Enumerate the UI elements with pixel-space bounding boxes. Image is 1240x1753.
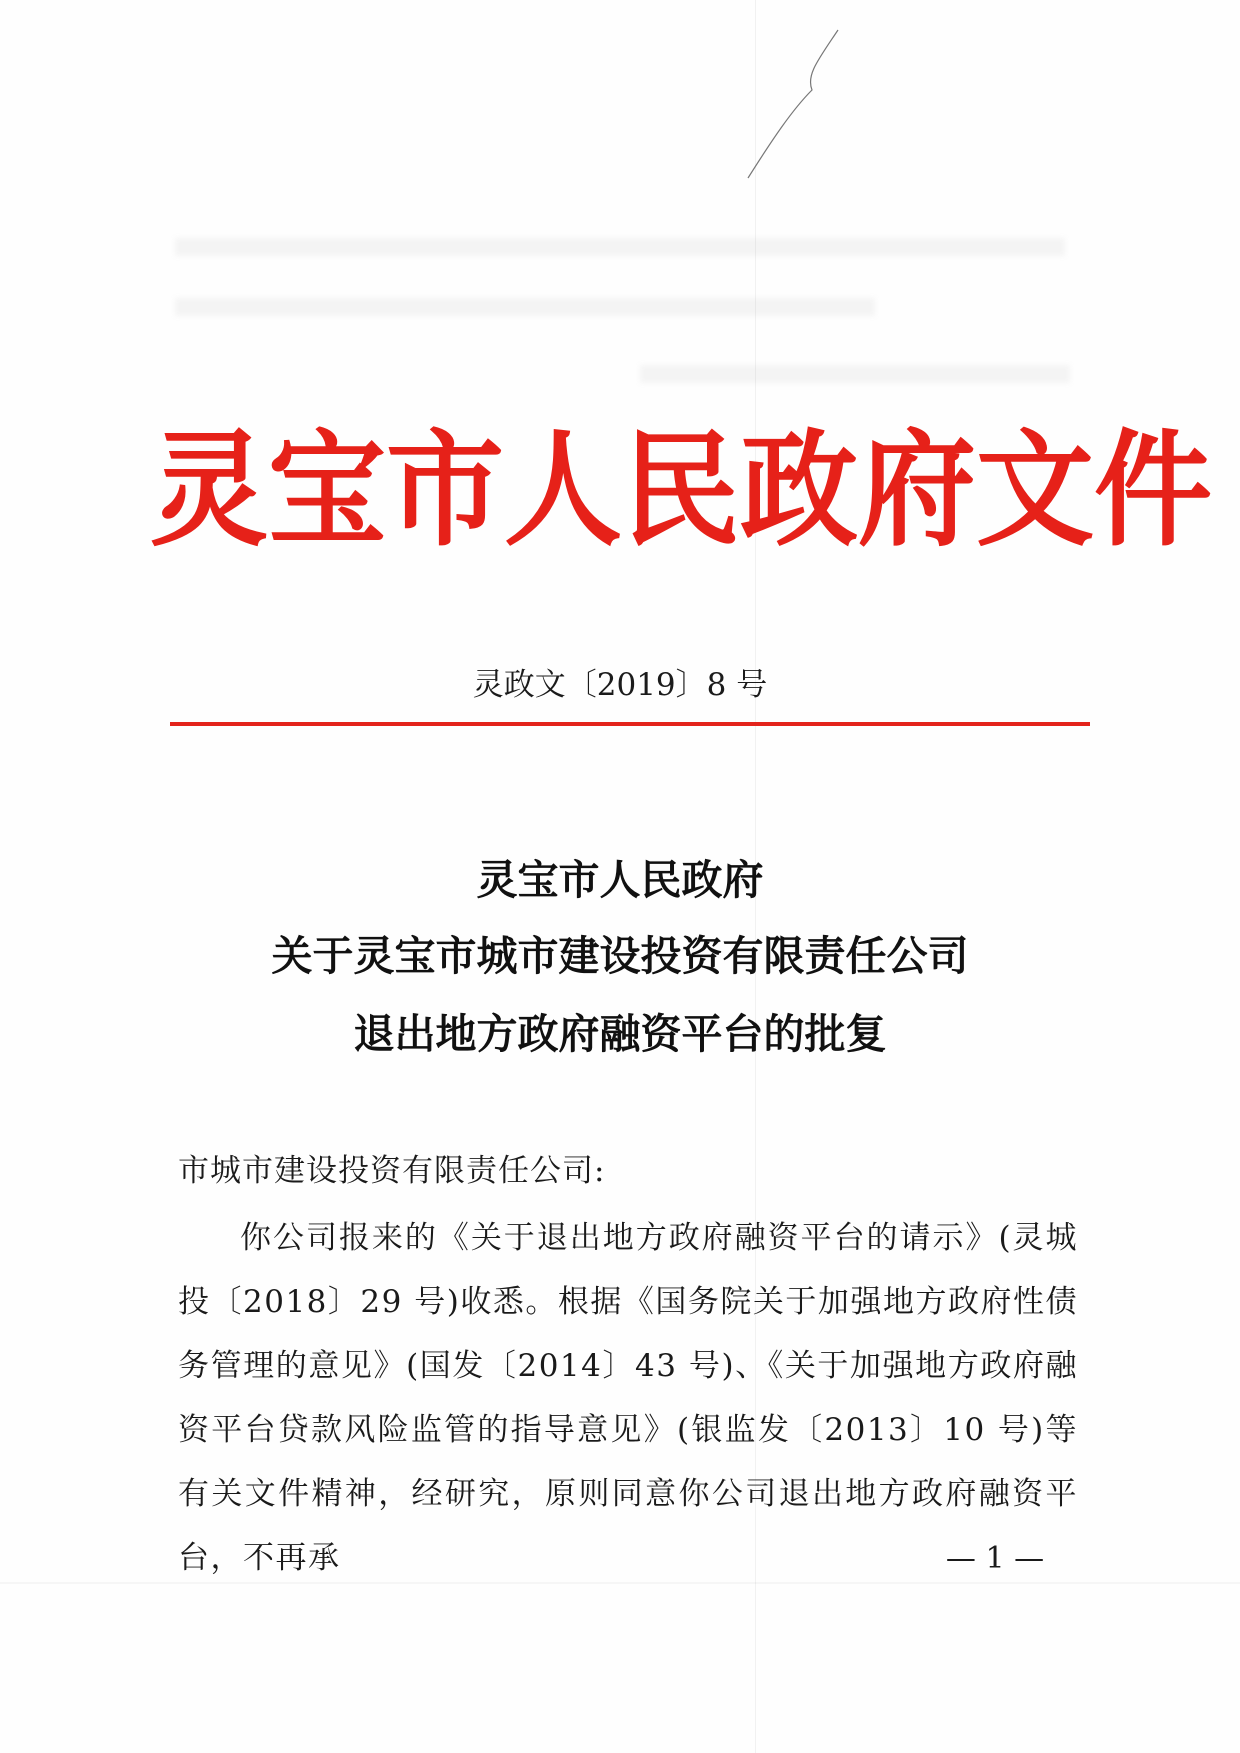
- document-number: 灵政文〔2019〕8 号: [472, 667, 768, 703]
- body-paragraph: 你公司报来的《关于退出地方政府融资平台的请示》(灵城投〔2018〕29 号)收悉。根据《国务院关于加强地方政府性债务管理的意见》(国发〔2014〕43 号)、《关于加强地方政府融资平台贷款风险监管的指导意见》(银监发〔2013〕10 号)等有关文件精神，经研究，原则同意你公司退出地方政府融资平台，不再承: [178, 1220, 1078, 1576]
- bleed-through-text: [175, 298, 875, 316]
- page-number: — 1 —: [945, 1541, 1045, 1576]
- document-masthead: 灵宝市人民政府文件: [150, 416, 1213, 564]
- red-divider-line: [170, 722, 1090, 726]
- document-title-line: 退出地方政府融资平台的批复: [353, 1010, 887, 1058]
- paper-crease-mark: [0, 0, 1240, 200]
- bleed-through-text: [640, 365, 1070, 383]
- addressee: 市城市建设投资有限责任公司:: [178, 1153, 606, 1189]
- bleed-through-text: [175, 238, 1065, 256]
- document-title-line: 关于灵宝市城市建设投资有限责任公司: [271, 932, 969, 980]
- document-title-line: 灵宝市人民政府: [476, 856, 764, 904]
